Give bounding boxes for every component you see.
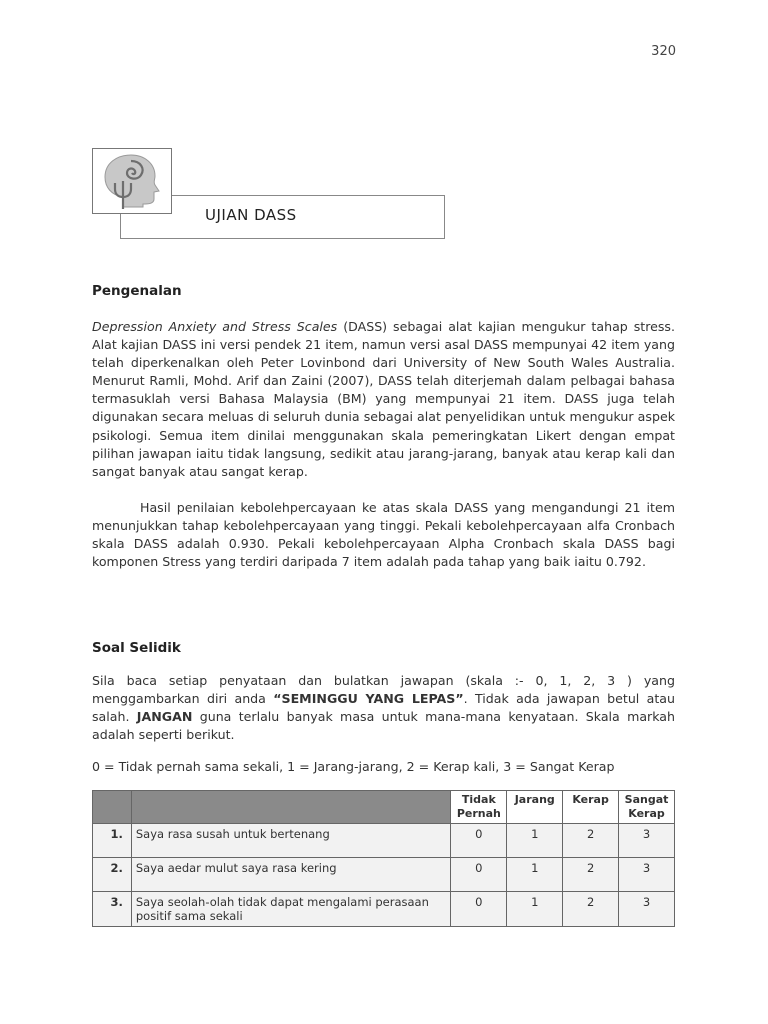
- header-blank-item: [131, 791, 451, 824]
- table-row: [93, 824, 675, 858]
- header-sangat-kerap: Sangat Kerap: [619, 791, 675, 824]
- instruction-emphasis-jangan: JANGAN: [136, 709, 193, 725]
- dass-full-name: Depression Anxiety and Stress Scales: [92, 319, 338, 334]
- score-option-1[interactable]: 1: [507, 824, 563, 858]
- intro-paragraph-text: (DASS) sebagai alat kajian mengukur tahap stress. Alat kajian DASS ini versi pendek 21 item, namun versi asal DASS mempunyai 42 item yang telah diperkenalkan oleh Peter Lovinbond dari University of New South Wales Australia. Menurut Ramli, Mohd. Arif dan Zaini (2007), DASS telah diterjemah dalam pelbagai bahasa termasuklah versi Bahasa Malaysia (BM) yang mempunyai 21 item. DASS juga telah digunakan secara meluas di seluruh dunia sebagai alat penyelidikan untuk mengukur aspek psikologi. Semua item dinilai menggunakan skala pemeringkatan Likert dengan empat pilihan jawapan iaitu tidak langsung, sedikit atau jarang-jarang, banyak atau kerap kali dan sangat banyak atau sangat kerap.: [92, 319, 675, 479]
- intro-paragraph: [92, 318, 675, 481]
- header-blank-number: [93, 791, 132, 824]
- table-row: [93, 892, 675, 927]
- section-heading-soal-selidik: Soal Selidik: [92, 640, 181, 656]
- score-option-2[interactable]: 2: [563, 824, 619, 858]
- item-number: 1.: [93, 824, 132, 858]
- score-option-3[interactable]: 3: [619, 858, 675, 892]
- item-number: 2.: [93, 858, 132, 892]
- score-option-0[interactable]: 0: [451, 858, 507, 892]
- score-option-0[interactable]: 0: [451, 892, 507, 927]
- score-option-3[interactable]: 3: [619, 824, 675, 858]
- score-option-2[interactable]: 2: [563, 892, 619, 927]
- instruction-text-a: Sila baca setiap penyataan dan bulatkan jawapan (skala :- 0, 1, 2, 3 ) yang menggambarkan diri anda: [92, 673, 675, 707]
- header-tidak-pernah: Tidak Pernah: [451, 791, 507, 824]
- score-option-0[interactable]: 0: [451, 824, 507, 858]
- page-number: 320: [651, 44, 676, 59]
- score-option-1[interactable]: 1: [507, 858, 563, 892]
- instruction-emphasis-week: “SEMINGGU YANG LEPAS”: [273, 691, 464, 707]
- header-kerap: Kerap: [563, 791, 619, 824]
- item-number: 3.: [93, 892, 132, 927]
- page-title: UJIAN DASS: [205, 206, 297, 224]
- section-heading-pengenalan: Pengenalan: [92, 283, 182, 299]
- item-statement: Saya seolah-olah tidak dapat mengalami perasaan positif sama sekali: [131, 892, 451, 927]
- score-option-1[interactable]: 1: [507, 892, 563, 927]
- scale-legend: 0 = Tidak pernah sama sekali, 1 = Jarang-jarang, 2 = Kerap kali, 3 = Sangat Kerap: [92, 759, 615, 774]
- item-statement: Saya rasa susah untuk bertenang: [131, 824, 451, 858]
- instruction-text-b: . Tidak ada jawapan betul atau salah.: [92, 691, 675, 725]
- reliability-paragraph: Hasil penilaian kebolehpercayaan ke atas skala DASS yang mengandungi 21 item menunjukkan tahap kebolehpercayaan yang tinggi. Pekali kebolehpercayaan alfa Cronbach skala DASS adalah 0.930. Pekali kebolehpercayaan Alpha Cronbach skala DASS bagi komponen Stress yang terdiri daripada 7 item adalah pada tahap yang baik iaitu 0.792.: [92, 500, 675, 570]
- score-option-2[interactable]: 2: [563, 858, 619, 892]
- instruction-text-c: guna terlalu banyak masa untuk mana-mana kenyataan. Skala markah adalah seperti berikut.: [92, 709, 675, 743]
- dass-questionnaire-table: [92, 790, 675, 927]
- score-option-3[interactable]: 3: [619, 892, 675, 927]
- psychology-head-logo-icon: [92, 148, 172, 214]
- item-statement: Saya aedar mulut saya rasa kering: [131, 858, 451, 892]
- instruction-paragraph: [92, 672, 675, 744]
- header-jarang: Jarang: [507, 791, 563, 824]
- table-header-row: [93, 791, 675, 824]
- table-row: [93, 858, 675, 892]
